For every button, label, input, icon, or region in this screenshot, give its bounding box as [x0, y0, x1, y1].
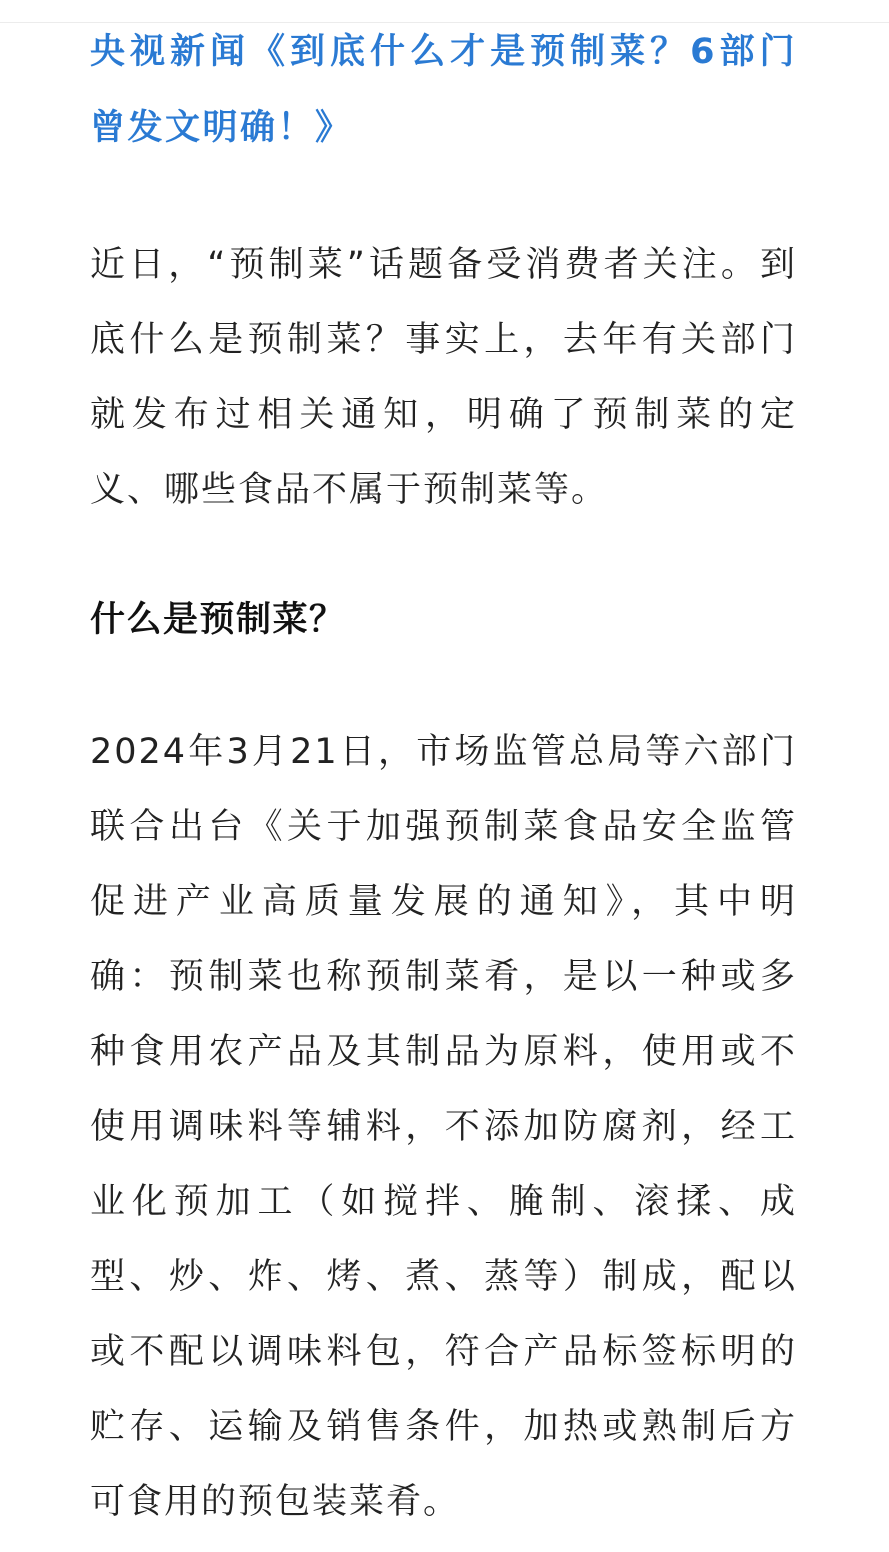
article-title	[90, 14, 797, 166]
section-body-line: 业化预加工（如搅拌、腌制、滚揉、成	[90, 1181, 797, 1222]
section-body-line: 可食用的预包装菜肴。	[90, 1481, 461, 1522]
section-body-line: 确：预制菜也称预制菜肴，是以一种或多	[90, 956, 797, 997]
section-body-line: 使用调味料等辅料，不添加防腐剂，经工	[90, 1106, 797, 1147]
article-content	[90, 0, 797, 1540]
intro-line: 底什么是预制菜？事实上，去年有关部门	[90, 319, 797, 360]
intro-line: 义、哪些食品不属于预制菜等。	[90, 469, 609, 510]
section-body-line: 贮存、运输及销售条件，加热或熟制后方	[90, 1406, 797, 1447]
section-body-line: 种食用农产品及其制品为原料，使用或不	[90, 1031, 797, 1072]
section-heading: 什么是预制菜？	[90, 599, 346, 640]
title-line: 央视新闻《到底什么才是预制菜？6部门	[90, 32, 797, 72]
section-body-line: 联合出台《关于加强预制菜食品安全监管	[90, 806, 797, 847]
intro-line: 近日，“预制菜”话题备受消费者关注。到	[90, 244, 797, 285]
section-body-paragraph	[90, 715, 797, 1540]
intro-paragraph	[90, 228, 797, 528]
section-body-line: 型、炒、炸、烤、煮、蒸等）制成，配以	[90, 1256, 797, 1297]
section-body-line: 或不配以调味料包，符合产品标签标明的	[90, 1331, 797, 1372]
section-body-line: 2024年3月21日，市场监管总局等六部门	[90, 731, 797, 772]
intro-line: 就发布过相关通知，明确了预制菜的定	[90, 394, 797, 435]
title-line: 曾发文明确！》	[90, 108, 353, 148]
section-body-line: 促进产业高质量发展的通知》，其中明	[90, 881, 797, 922]
